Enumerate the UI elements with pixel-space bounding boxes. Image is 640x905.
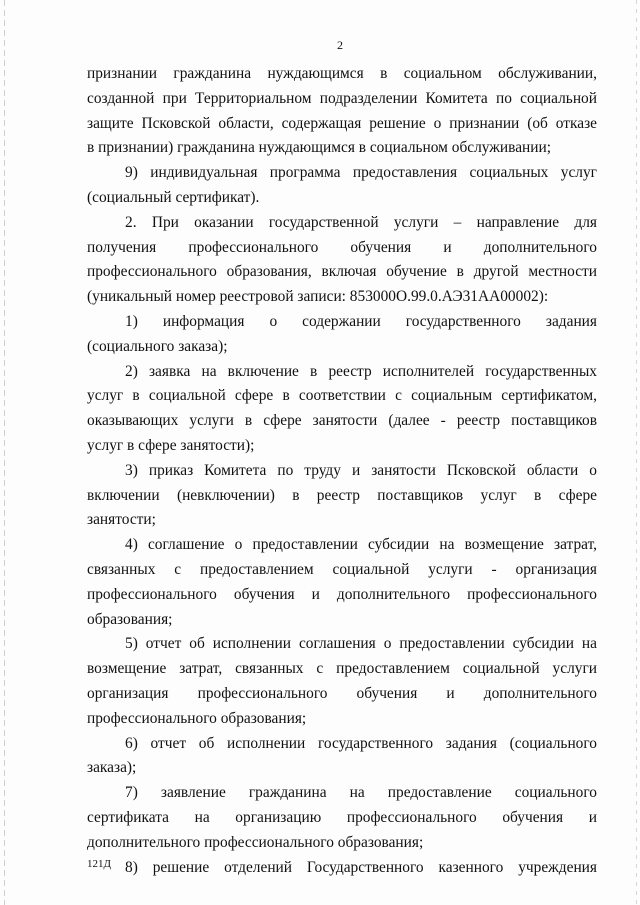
text-line: сертификата на организацию профессионального обучения и — [87, 808, 597, 826]
text-line: 5) отчет об исполнении соглашения о предоставлении субсидии на — [125, 635, 597, 653]
text-line: услуг в социальной сфере в соответствии с социальным сертификатом, — [87, 387, 597, 405]
paragraph — [87, 533, 597, 632]
text-line: профессионального образования; — [87, 709, 307, 727]
paragraph — [87, 856, 597, 881]
document-body — [87, 62, 597, 880]
text-line: профессионального образования, включая обучение в другой местности — [87, 263, 597, 281]
paragraph — [87, 211, 597, 310]
text-line: 4) соглашение о предоставлении субсидии на возмещение затрат, — [125, 536, 597, 554]
paragraph — [87, 62, 597, 161]
paragraph — [87, 781, 597, 855]
text-line: защите Псковской области, содержащая решение о признании (об отказе — [87, 114, 597, 132]
text-line: (социальный сертификат). — [87, 188, 260, 206]
page-number: 2 — [337, 38, 343, 52]
footer-document-code: 121Д — [87, 858, 112, 870]
text-line: в признании) гражданина нуждающимся в социальном обслуживании; — [87, 139, 552, 157]
text-line: 1) информация о содержании государственного задания — [125, 312, 597, 330]
text-line: признании гражданина нуждающимся в социальном обслуживании, — [87, 65, 597, 82]
paragraph — [87, 459, 597, 533]
paragraph — [87, 632, 597, 731]
text-line: возмещение затрат, связанных с предоставлением социальной услуги — [87, 660, 597, 678]
text-line: заказа); — [87, 759, 137, 777]
scan-edge-right — [636, 0, 637, 905]
text-line: услуг в сфере занятости); — [87, 436, 255, 454]
text-line: 7) заявление гражданина на предоставление социального — [125, 784, 597, 802]
text-line: (уникальный номер реестровой записи: 853000О.99.0.АЭ31АА00002): — [87, 288, 549, 306]
text-line: 6) отчет об исполнении государственного задания (социального — [125, 734, 597, 752]
text-line: включении (невключении) в реестр поставщиков услуг в сфере — [87, 486, 597, 504]
text-line: организация профессионального обучения и дополнительного — [87, 684, 597, 702]
text-line: образования; — [87, 610, 173, 628]
text-line: занятости; — [87, 511, 156, 529]
text-line: оказывающих услуги в сфере занятости (далее - реестр поставщиков — [87, 412, 597, 430]
text-line: получения профессионального обучения и дополнительного — [87, 238, 597, 256]
text-line: 2. При оказании государственной услуги – направление для — [125, 213, 597, 231]
text-line: (социального заказа); — [87, 337, 228, 355]
paragraph — [87, 310, 597, 360]
text-line: дополнительного профессионального образования; — [87, 833, 424, 851]
scan-edge-left — [4, 0, 5, 905]
text-line: созданной при Территориальном подразделении Комитета по социальной — [87, 89, 597, 107]
text-line: 8) решение отделений Государственного казенного учреждения — [125, 858, 597, 876]
text-line: связанных с предоставлением социальной услуги - организация — [87, 560, 597, 578]
text-line: 2) заявка на включение в реестр исполнителей государственных — [125, 362, 597, 380]
paragraph — [87, 360, 597, 459]
text-line: 3) приказ Комитета по труду и занятости Псковской области о — [125, 461, 597, 479]
paragraph — [87, 161, 597, 211]
text-line: 9) индивидуальная программа предоставления социальных услуг — [125, 164, 597, 182]
text-line: профессионального обучения и дополнительного профессионального — [87, 585, 597, 603]
paragraph — [87, 732, 597, 782]
